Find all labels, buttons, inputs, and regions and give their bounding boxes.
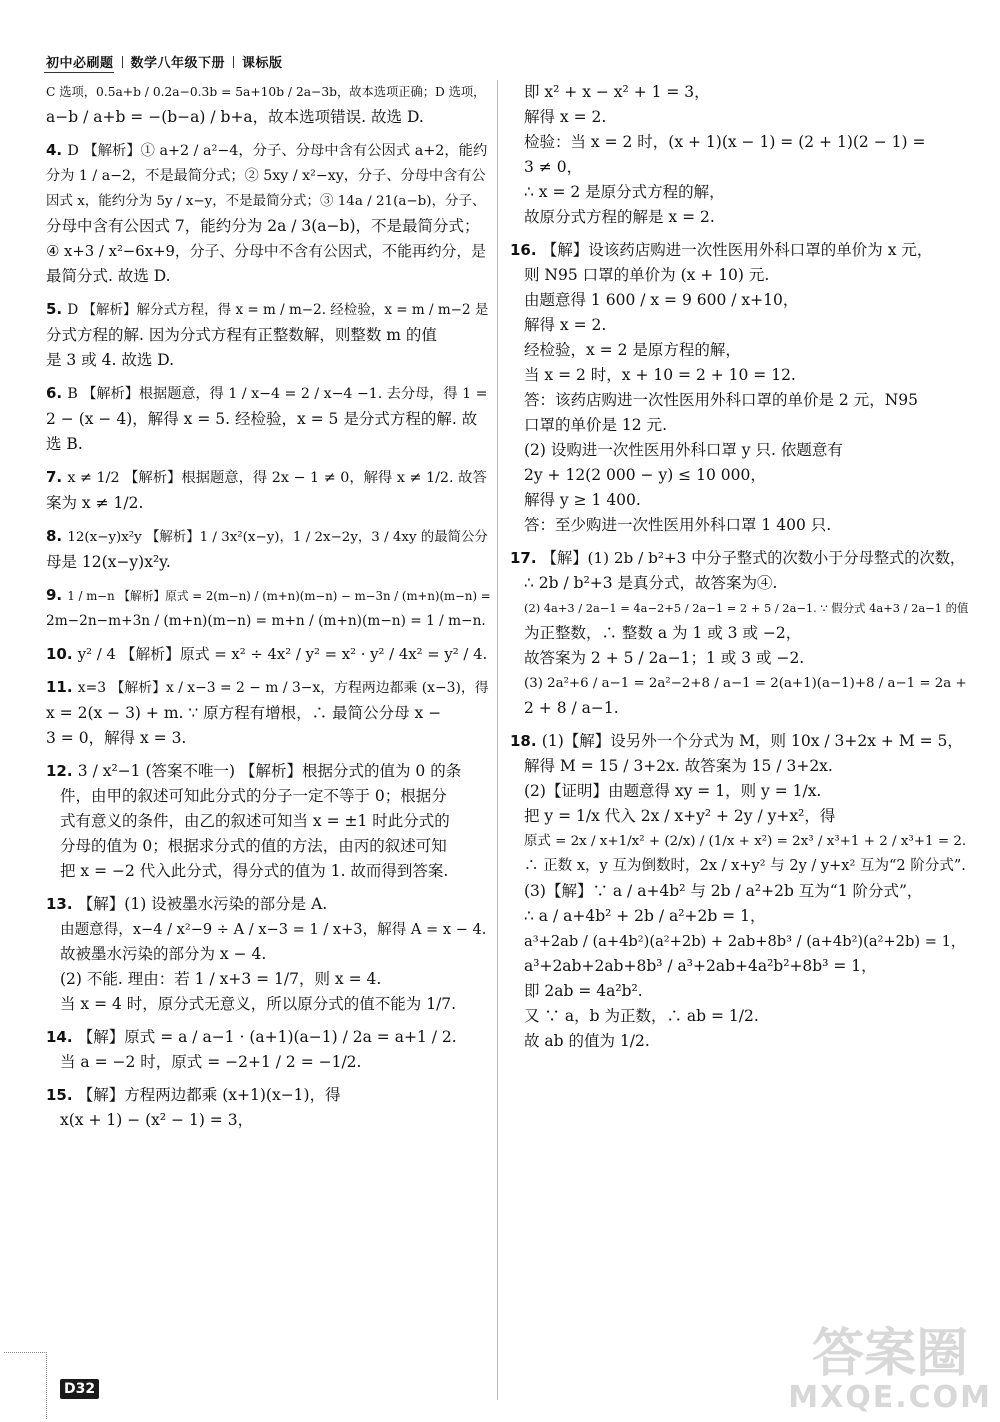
line-text: (2) 不能. 理由：若 1 / x+3 = 1/7，则 x = 4. — [60, 970, 382, 988]
solution-line — [46, 917, 486, 942]
question-line — [46, 642, 486, 667]
solution-line — [46, 992, 486, 1017]
line-text: (2) 设购进一次性医用外科口罩 y 只. 依题意有 — [524, 441, 843, 459]
solution-line — [510, 463, 965, 488]
watermark-line2: MXQE.COM — [788, 1380, 992, 1415]
solution-line — [46, 967, 486, 992]
line-text: 解得 M = 15 / 3+2x. 故答案为 15 / 3+2x. — [524, 757, 833, 775]
line-text: a³+2ab+2ab+8b³ / a³+2ab+4a²b²+8b³ = 1， — [524, 957, 877, 975]
watermark-logo — [788, 1326, 992, 1414]
line-text: 【解】设该药店购进一次性医用外科口罩的单价为 x 元， — [541, 241, 933, 259]
solution-line — [510, 804, 965, 829]
solution-line — [46, 550, 486, 575]
line-text: 为正整数，∴ 整数 a 为 1 或 3 或 −2， — [524, 624, 802, 642]
line-text: 当 x = 2 时，x + 10 = 2 + 10 = 12. — [524, 366, 796, 384]
line-text: 母是 12(x−y)x²y. — [46, 553, 171, 571]
solution-line — [510, 513, 965, 538]
line-text: 故原分式方程的解是 x = 2. — [524, 208, 715, 226]
question-number: 7. — [46, 468, 68, 486]
solution-line — [46, 859, 486, 884]
solution-line — [46, 432, 486, 457]
line-text: 2 − (x − 4)，解得 x = 5. 经检验，x = 5 是分式方程的解. 故 — [46, 410, 478, 428]
question-line — [46, 465, 486, 491]
question-number: 12. — [46, 762, 78, 780]
line-text: 3 / x²−1 (答案不唯一) 【解析】根据分式的值为 0 的条 — [77, 762, 462, 780]
solution-line — [510, 438, 965, 463]
header-divider — [122, 56, 123, 68]
question-number: 10. — [46, 645, 78, 663]
solution-line — [46, 726, 486, 751]
line-text: 经检验，x = 2 是原方程的解， — [524, 341, 741, 359]
line-text: 3 = 0，解得 x = 3. — [46, 729, 187, 747]
line-text: 分式方程的解. 因为分式方程有正整数解，则整数 m 的值 — [46, 326, 437, 344]
line-text: (2) 4a+3 / 2a−1 = 4a−2+5 / 2a−1 = 2 + 5 / 2a−1. ∵ 假分式 4a+3 / 2a−1 的值 — [524, 601, 969, 615]
line-text: 故答案为 2 + 5 / 2a−1；1 或 3 或 −2. — [524, 649, 805, 667]
line-text: a³+2ab / (a+4b²)(a²+2b) + 2ab+8b³ / (a+4b²)(a²+2b) = 1， — [524, 933, 966, 950]
header-subject: 数学八年级下册 — [130, 56, 226, 71]
solution-line — [510, 180, 965, 205]
solution-line — [46, 1108, 486, 1133]
solution-line — [46, 701, 486, 726]
line-text: 则 N95 口罩的单价为 (x + 10) 元. — [524, 266, 770, 284]
question-number: 15. — [46, 1086, 78, 1104]
line-text: 选 B. — [46, 435, 83, 453]
line-text: (3)【解】∵ a / a+4b² 与 2b / a²+2b 互为“1 阶分式”， — [524, 882, 923, 900]
line-text: 原式 = 2x / x+1/x² + (2/x) / (1/x + x²) = 2x³ / x³+1 + 2 / x³+1 = 2. — [524, 834, 967, 849]
line-text: y² / 4 【解析】原式 = x² ÷ 4x² / y² = x² · y² / 4x² = y² / 4. — [77, 646, 488, 663]
solution-line — [510, 105, 965, 130]
solution-line — [510, 571, 965, 596]
line-text: 当 x = 4 时，原分式无意义，所以原分式的值不能为 1/7. — [60, 995, 457, 1013]
solution-line — [46, 407, 486, 432]
line-text: 解得 y ≥ 1 400. — [524, 491, 641, 509]
question-line — [46, 297, 489, 323]
line-text: 分母中含有公因式 7，能约分为 2a / 3(a−b)，不是最简分式； — [46, 217, 480, 235]
line-text: a−b / a+b = −(b−a) / b+a，故本选项错误. 故选 D. — [46, 108, 424, 126]
solution-line — [46, 609, 486, 634]
header-series: 初中必刷题 — [46, 56, 114, 71]
question-number: 11. — [46, 678, 78, 696]
solution-line — [510, 621, 965, 646]
line-text: 把 x = −2 代入此分式，得分式的值为 1. 故而得到答案. — [60, 862, 449, 880]
question-line — [46, 381, 486, 407]
solution-line — [510, 155, 965, 180]
solution-line — [510, 288, 965, 313]
question-number: 13. — [46, 895, 78, 913]
solution-line — [510, 596, 969, 621]
solution-line — [510, 130, 965, 155]
line-text: 【解】原式 = a / a−1 · (a+1)(a−1) / 2a = a+1 / 2. — [77, 1028, 457, 1046]
question-line — [510, 729, 965, 754]
solution-line — [46, 214, 486, 239]
question-line — [46, 583, 491, 609]
solution-line — [510, 829, 965, 854]
solution-line — [46, 348, 486, 373]
solution-line — [510, 904, 965, 929]
line-text: 件，由甲的叙述可知此分式的分子一定不等于 0；根据分 — [60, 787, 447, 805]
line-text: 2m−2n−m+3n / (m+n)(m−n) = m+n / (m+n)(m−n) = 1 / m−n. — [46, 613, 486, 629]
line-text: 即 x² + x − x² + 1 = 3， — [524, 83, 710, 101]
question-line — [46, 892, 486, 917]
line-text: 12(x−y)x²y 【解析】1 / 3x²(x−y)，1 / 2x−2y，3 / 4xy 的最简公分 — [67, 530, 488, 545]
solution-line — [46, 809, 486, 834]
question-line — [46, 1025, 486, 1050]
line-text: 最简分式. 故选 D. — [46, 267, 171, 285]
solution-line — [46, 491, 486, 516]
line-text: 口罩的单价是 12 元. — [524, 416, 668, 434]
header-underline — [44, 72, 114, 73]
solution-line — [510, 879, 965, 904]
line-text: 故 ab 的值为 1/2. — [524, 1032, 650, 1050]
line-text: B 【解析】根据题意，得 1 / x−4 = 2 / x−4 −1. 去分母，得 1 = — [67, 386, 488, 402]
line-text: 是 3 或 4. 故选 D. — [46, 351, 175, 369]
line-text: (1)【解】设另外一个分式为 M，则 10x / 3+2x + M = 5， — [541, 732, 963, 750]
left-column — [46, 80, 491, 1133]
line-text: x=3 【解析】x / x−3 = 2 − m / 3−x，方程两边都乘 (x−3)，得 — [77, 680, 489, 696]
question-line — [46, 759, 486, 784]
question-line — [46, 138, 486, 164]
solution-line — [510, 754, 965, 779]
solution-line — [510, 979, 965, 1004]
line-text: (3) 2a²+6 / a−1 = 2a²−2+8 / a−1 = 2(a+1)(a−1)+8 / a−1 = 2a + — [524, 676, 967, 691]
line-text: 答：至少购进一次性医用外科口罩 1 400 只. — [524, 516, 832, 534]
question-line — [510, 238, 965, 263]
line-text: 又 ∵ a，b 为正数，∴ ab = 1/2. — [524, 1007, 759, 1025]
solution-line — [510, 854, 965, 879]
line-text: C 选项，0.5a+b / 0.2a−0.3b = 5a+10b / 2a−3b，故本选项正确；D 选项， — [46, 85, 486, 99]
page-header — [46, 52, 283, 71]
solution-line — [46, 189, 486, 214]
line-text: 解得 x = 2. — [524, 108, 607, 126]
line-text: 故被墨水污染的部分为 x − 4. — [60, 945, 267, 963]
question-number: 6. — [46, 384, 68, 402]
question-number: 18. — [510, 732, 542, 750]
line-text: ∴ 正数 x，y 互为倒数时，2x / x+y² 与 2y / y+x² 互为“2 阶分式”. — [524, 858, 966, 874]
line-text: x(x + 1) − (x² − 1) = 3， — [60, 1111, 254, 1129]
solution-line — [510, 646, 965, 671]
solution-line — [46, 164, 486, 189]
corner-dotted-mark — [4, 1352, 47, 1419]
question-number: 4. — [46, 141, 68, 159]
line-text: 式有意义的条件，由乙的叙述可知当 x = ±1 时此分式的 — [60, 812, 450, 830]
question-number: 17. — [510, 549, 542, 567]
solution-line — [46, 942, 486, 967]
line-text: 分母的值为 0；根据求分式的值的方法，由丙的叙述可知 — [60, 837, 447, 855]
watermark-line1: 答案圈 — [812, 1324, 969, 1384]
line-text: 由题意得，x−4 / x²−9 ÷ A / x−3 = 1 / x+3，解得 A = x − 4. — [60, 921, 487, 938]
line-text: 【解】(1) 2b / b²+3 中分子整式的次数小于分母整式的次数， — [541, 549, 966, 567]
solution-line — [46, 105, 486, 130]
solution-line — [510, 696, 965, 721]
question-number: 5. — [46, 300, 68, 318]
solution-line — [510, 363, 965, 388]
line-text: 当 a = −2 时，原式 = −2+1 / 2 = −1/2. — [60, 1053, 362, 1071]
line-text: 答：该药店购进一次性医用外科口罩的单价是 2 元，N95 — [524, 391, 919, 409]
line-text: 【解】方程两边都乘 (x+1)(x−1)，得 — [77, 1086, 341, 1104]
line-text: 检验：当 x = 2 时，(x + 1)(x − 1) = (2 + 1)(2 − 1) = — [524, 133, 926, 151]
question-line — [510, 546, 965, 571]
header-divider — [233, 56, 234, 68]
line-text: x ≠ 1/2 【解析】根据题意，得 2x − 1 ≠ 0，解得 x ≠ 1/2. 故答 — [67, 470, 487, 486]
solution-line — [510, 1029, 965, 1054]
line-text: x = 2(x − 3) + m. ∵ 原方程有增根，∴ 最简公分母 x − — [46, 704, 442, 722]
line-text: 把 y = 1/x 代入 2x / x+y² + 2y / y+x²，得 — [524, 807, 836, 825]
solution-line — [510, 488, 965, 513]
solution-line — [510, 313, 965, 338]
line-text: D 【解析】解分式方程，得 x = m / m−2. 经检验，x = m / m−2 是 — [67, 302, 489, 318]
solution-line — [510, 954, 965, 979]
solution-line — [46, 264, 486, 289]
line-text: ④ x+3 / x²−6x+9，分子、分母中不含有公因式，不能再约分，是 — [46, 243, 486, 260]
solution-line — [46, 323, 486, 348]
solution-line — [510, 263, 965, 288]
question-number: 14. — [46, 1028, 78, 1046]
line-text: 2 + 8 / a−1. — [524, 699, 619, 717]
line-text: 案为 x ≠ 1/2. — [46, 494, 144, 512]
line-text: 【解】(1) 设被墨水污染的部分是 A. — [77, 895, 328, 913]
line-text: 即 2ab = 4a²b². — [524, 982, 643, 1000]
line-text: 1 / m−n 【解析】原式 = 2(m−n) / (m+n)(m−n) − m−3n / (m+n)(m−n) = — [67, 589, 491, 603]
question-line — [46, 675, 489, 701]
solution-line — [510, 338, 965, 363]
line-text: 分为 1 / a−2，不是最简分式；② 5xy / x²−xy，分子、分母中含有公 — [46, 168, 486, 184]
question-line — [46, 1083, 486, 1108]
line-text: 解得 x = 2. — [524, 316, 607, 334]
page-number: D32 — [60, 1379, 99, 1399]
question-number: 16. — [510, 241, 542, 259]
solution-line — [510, 205, 965, 230]
line-text: 3 ≠ 0， — [524, 158, 583, 176]
line-text: 2y + 12(2 000 − y) ≤ 10 000， — [524, 466, 766, 484]
line-text: ∴ a / a+4b² + 2b / a²+2b = 1， — [524, 907, 766, 925]
solution-line — [510, 413, 965, 438]
header-edition: 课标版 — [242, 56, 283, 71]
line-text: (2)【证明】由题意得 xy = 1，则 y = 1/x. — [524, 782, 822, 800]
line-text: 由题意得 1 600 / x = 9 600 / x+10， — [524, 291, 799, 309]
solution-line — [510, 671, 965, 696]
line-text: ∴ 2b / b²+3 是真分式，故答案为④. — [524, 574, 778, 592]
solution-line — [46, 834, 486, 859]
solution-line — [510, 80, 965, 105]
right-column — [510, 80, 969, 1054]
solution-line — [46, 784, 486, 809]
solution-line — [510, 1004, 965, 1029]
solution-line — [510, 929, 965, 954]
solution-line — [510, 779, 965, 804]
line-text: ∴ x = 2 是原分式方程的解， — [524, 183, 725, 201]
question-number: 8. — [46, 527, 68, 545]
line-text: D 【解析】① a+2 / a²−4，分子、分母中含有公因式 a+2，能约 — [67, 143, 488, 159]
line-text: 因式 x，能约分为 5y / x−y，不是最简分式；③ 14a / 21(a−b)，分子、 — [46, 193, 486, 209]
solution-line — [46, 239, 486, 264]
question-number: 9. — [46, 586, 68, 604]
column-divider — [497, 80, 498, 1400]
question-line — [46, 524, 486, 550]
solution-line — [46, 80, 486, 105]
solution-line — [510, 388, 965, 413]
solution-line — [46, 1050, 486, 1075]
